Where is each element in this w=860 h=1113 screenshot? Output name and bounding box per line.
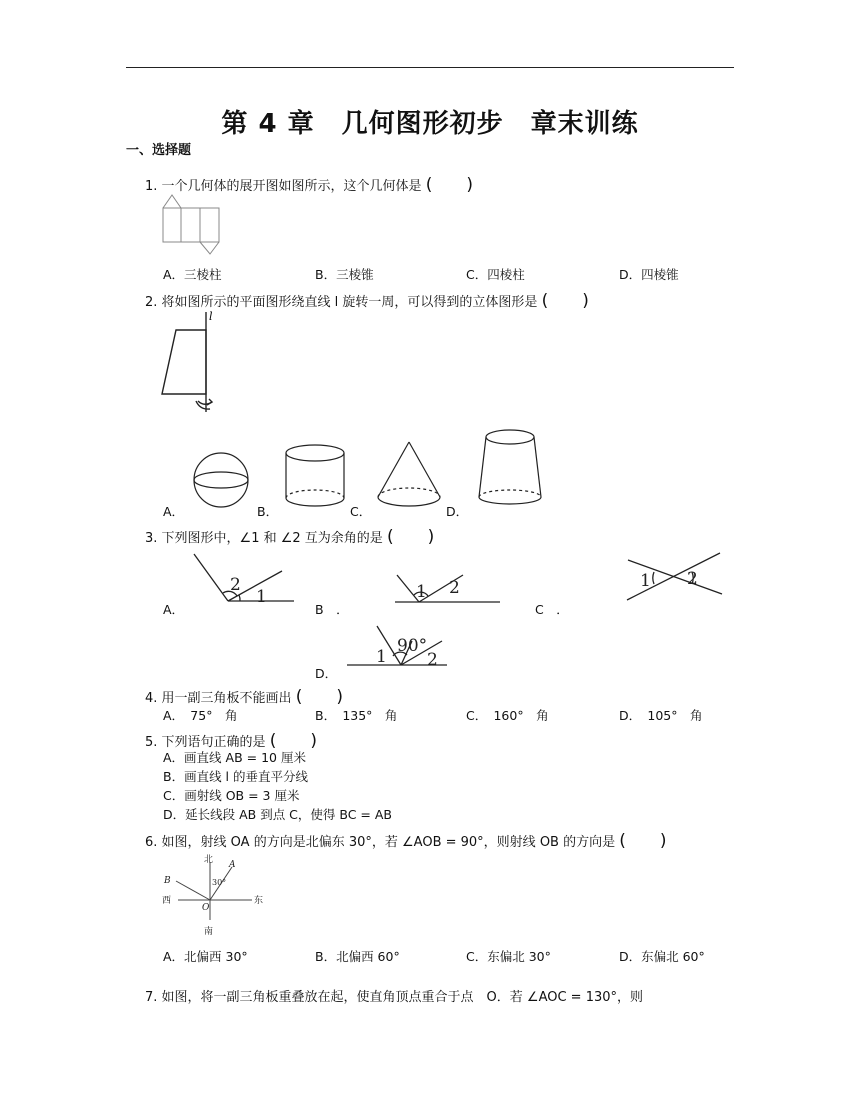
q6-option-d[interactable]: D．东偏北 60°	[619, 949, 705, 964]
question-text: 如图，将一副三角板重叠放在起，使直角顶点重合于点 O．若 ∠AOC = 130°，则	[161, 990, 644, 1005]
q1-option-a[interactable]: A．三棱柱	[163, 267, 222, 282]
answer-paren: ( )	[425, 175, 473, 195]
question-1	[145, 170, 473, 195]
svg-text:O: O	[202, 903, 210, 913]
angle-labels	[230, 569, 698, 670]
question-text: 将如图所示的平面图形绕直线 l 旋转一周，可以得到的立体图形是	[161, 295, 538, 310]
answer-paren: ( )	[295, 687, 343, 707]
q3-option-b[interactable]: B ．	[315, 602, 349, 617]
q2-option-c[interactable]: C．	[350, 504, 372, 519]
q4-option-a[interactable]: A． 75° 角	[163, 708, 238, 723]
question-4	[145, 682, 343, 707]
q4-option-c[interactable]: C． 160° 角	[466, 708, 549, 723]
compass-figure	[160, 850, 270, 938]
q2-option-a[interactable]: A．	[163, 504, 185, 519]
svg-text:东: 东	[254, 896, 264, 906]
q5-option-a[interactable]: A．画直线 AB = 10 厘米	[163, 750, 306, 765]
trapezoid-rotation-figure	[160, 308, 224, 416]
question-number: 2.	[145, 295, 158, 310]
q6-option-b[interactable]: B．北偏西 60°	[315, 949, 400, 964]
svg-text:2: 2	[687, 569, 698, 589]
q4-option-d[interactable]: D． 105° 角	[619, 708, 703, 723]
q4-option-b[interactable]: B． 135° 角	[315, 708, 398, 723]
question-number: 5.	[145, 735, 158, 750]
question-text: 用一副三角板不能画出	[161, 691, 292, 706]
question-text: 一个几何体的展开图如图所示，这个几何体是	[161, 179, 422, 194]
q1-option-d[interactable]: D．四棱锥	[619, 267, 679, 282]
svg-text:2: 2	[230, 575, 241, 595]
q2-option-b[interactable]: B．	[257, 504, 279, 519]
q1-option-c[interactable]: C．四棱柱	[466, 267, 525, 282]
svg-text:90°: 90°	[397, 636, 428, 656]
question-text: 下列语句正确的是	[161, 735, 266, 750]
q1-option-b[interactable]: B．三棱锥	[315, 267, 374, 282]
top-rule	[126, 67, 734, 68]
answer-paren: ( )	[386, 527, 435, 547]
question-number: 3.	[145, 531, 158, 546]
question-number: 1.	[145, 179, 158, 194]
svg-text:B: B	[164, 876, 171, 886]
q6-option-a[interactable]: A．北偏西 30°	[163, 949, 248, 964]
page-title: 第 4 章 几何图形初步 章末训练	[221, 109, 639, 139]
answer-paren: ( )	[269, 731, 317, 751]
angle-options-figure	[190, 548, 750, 683]
svg-text:北: 北	[204, 855, 214, 865]
svg-text:1: 1	[416, 582, 427, 602]
question-text: 下列图形中，∠1 和 ∠2 互为余角的是	[161, 531, 383, 546]
svg-text:1: 1	[376, 647, 387, 667]
svg-text:30°: 30°	[212, 878, 227, 887]
q5-option-b[interactable]: B．画直线 l 的垂直平分线	[163, 769, 308, 784]
rotation-axis-label: l	[209, 310, 213, 323]
q5-option-d[interactable]: D．延长线段 AB 到点 C，使得 BC = AB	[163, 807, 393, 822]
svg-text:南: 南	[204, 927, 214, 937]
question-6	[145, 826, 667, 851]
answer-paren: ( )	[619, 831, 667, 851]
q3-option-a[interactable]: A．	[163, 602, 185, 617]
answer-paren: ( )	[541, 291, 589, 311]
question-3	[145, 522, 434, 547]
question-text: 如图，射线 OA 的方向是北偏东 30°，若 ∠AOB = 90°，则射线 OB 的方向是	[161, 835, 616, 850]
q2-option-d[interactable]: D．	[446, 504, 469, 519]
svg-text:西: 西	[162, 896, 172, 906]
question-7	[145, 986, 643, 1005]
q3-option-c[interactable]: C ．	[535, 602, 569, 617]
svg-text:A: A	[229, 860, 236, 870]
svg-text:2: 2	[449, 578, 460, 598]
svg-text:1: 1	[640, 571, 651, 591]
question-number: 7.	[145, 990, 158, 1005]
q5-option-c[interactable]: C．画射线 OB = 3 厘米	[163, 788, 300, 803]
question-number: 4.	[145, 691, 158, 706]
section-heading: 一、选择题	[126, 143, 192, 158]
svg-text:2: 2	[427, 650, 438, 670]
prism-net-figure	[160, 193, 224, 255]
svg-text:1: 1	[256, 587, 267, 607]
question-number: 6.	[145, 835, 158, 850]
q3-option-d[interactable]: D．	[315, 666, 338, 681]
q6-option-c[interactable]: C．东偏北 30°	[466, 949, 551, 964]
